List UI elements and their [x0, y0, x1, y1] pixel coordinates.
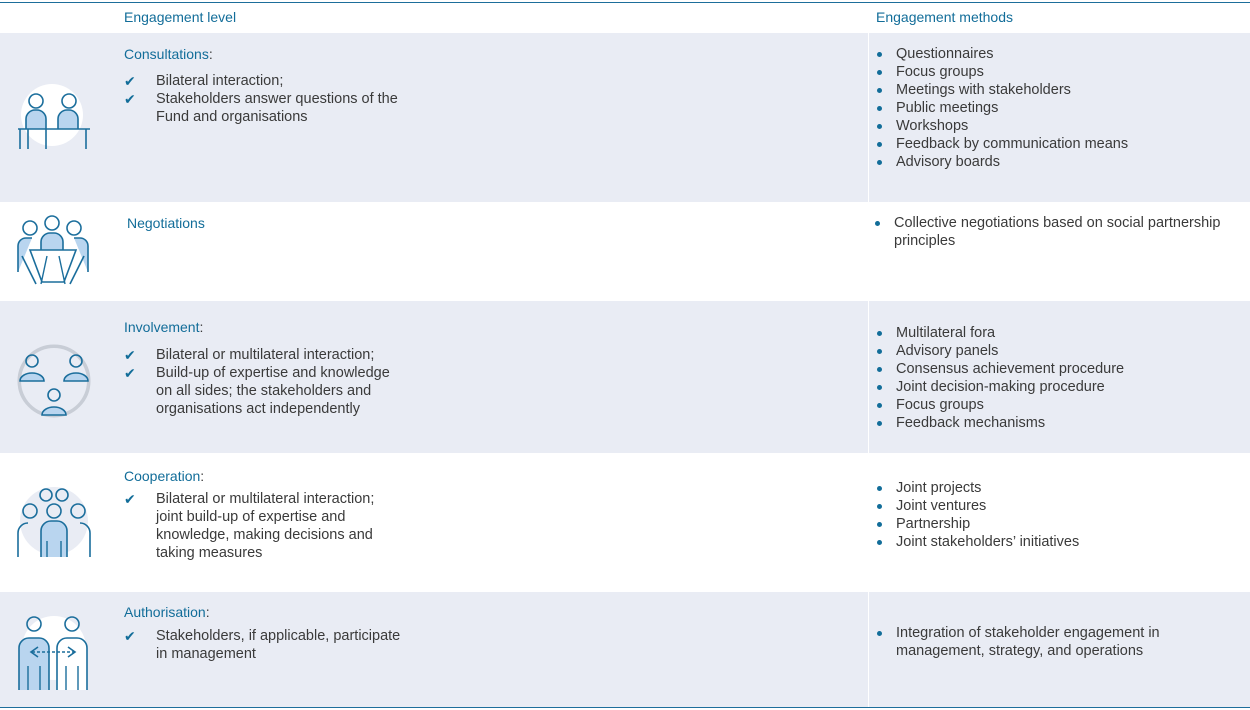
list-item: ✔ Stakeholders answer questions of the Fund and organisations	[124, 91, 398, 125]
list-item: Consensus achievement procedure	[876, 360, 1236, 378]
checkmark-icon: ✔	[124, 491, 136, 507]
methods-list	[874, 214, 1234, 250]
list-item: Public meetings	[876, 99, 1236, 117]
bullet-icon	[877, 540, 882, 545]
list-item: Collective negotiations based on social partnership principles	[874, 214, 1234, 250]
level-description-list	[124, 72, 404, 126]
list-item: Integration of stakeholder engagement in management, strategy, and operations	[876, 624, 1236, 660]
level-title: Cooperation:	[124, 468, 205, 484]
methods-list	[876, 479, 1236, 551]
checkmark-icon: ✔	[124, 73, 136, 89]
list-item: Joint projects	[876, 479, 1236, 497]
bullet-icon	[877, 142, 882, 147]
authorisation-icon	[14, 610, 94, 690]
bullet-icon	[877, 349, 882, 354]
bullet-icon	[877, 522, 882, 527]
column-separator	[868, 301, 869, 453]
consultation-icon	[14, 77, 94, 157]
list-item: Workshops	[876, 117, 1236, 135]
checkmark-icon: ✔	[124, 365, 136, 381]
list-item: Joint decision-making procedure	[876, 378, 1236, 396]
methods-list	[876, 624, 1236, 660]
list-item: Partnership	[876, 515, 1236, 533]
bullet-icon	[877, 88, 882, 93]
level-title: Consultations:	[124, 46, 213, 62]
level-description-list	[124, 490, 404, 562]
bullet-icon	[877, 504, 882, 509]
header-engagement-level: Engagement level	[124, 9, 237, 25]
checkmark-icon: ✔	[124, 91, 136, 107]
bullet-icon	[877, 421, 882, 426]
list-item: Advisory panels	[876, 342, 1236, 360]
list-item: Joint ventures	[876, 497, 1236, 515]
bullet-icon	[877, 331, 882, 336]
list-item: Joint stakeholders’ initiatives	[876, 533, 1236, 551]
bullet-icon	[875, 221, 880, 226]
list-item: Feedback by communication means	[876, 135, 1236, 153]
bullet-icon	[877, 106, 882, 111]
list-item: Questionnaires	[876, 45, 1236, 63]
checkmark-icon: ✔	[124, 347, 136, 363]
row-cooperation	[0, 453, 1250, 592]
level-title: Negotiations	[127, 215, 205, 231]
row-negotiations	[0, 202, 1250, 301]
column-separator	[868, 33, 869, 202]
bullet-icon	[877, 367, 882, 372]
cooperation-icon	[14, 481, 94, 561]
list-item: Meetings with stakeholders	[876, 81, 1236, 99]
list-item: Multilateral fora	[876, 324, 1236, 342]
level-description-list	[124, 627, 404, 663]
bullet-icon	[877, 70, 882, 75]
row-consultations	[0, 33, 1250, 202]
bullet-icon	[877, 124, 882, 129]
bullet-icon	[877, 160, 882, 165]
table-top-rule	[0, 2, 1250, 3]
list-item: ✔ Bilateral or multilateral interaction; joint build-up of expertise and knowledge, making decisions and taking measures	[124, 491, 375, 561]
list-item: Focus groups	[876, 396, 1236, 414]
header-engagement-methods: Engagement methods	[876, 9, 1013, 25]
list-item: ✔ Build-up of expertise and knowledge on all sides; the stakeholders and organisations act independently	[124, 365, 390, 417]
row-involvement	[0, 301, 1250, 453]
list-item: ✔ Bilateral or multilateral interaction;	[124, 347, 375, 363]
level-title: Involvement:	[124, 319, 204, 335]
level-title: Authorisation:	[124, 604, 210, 620]
methods-list	[876, 324, 1236, 432]
checkmark-icon: ✔	[124, 628, 136, 644]
level-description-list	[124, 346, 404, 418]
bullet-icon	[877, 486, 882, 491]
table-bottom-rule	[0, 707, 1250, 708]
row-authorisation	[0, 592, 1250, 707]
bullet-icon	[877, 631, 882, 636]
negotiation-icon	[14, 212, 94, 292]
list-item: ✔ Bilateral interaction;	[124, 73, 284, 89]
bullet-icon	[877, 403, 882, 408]
bullet-icon	[877, 385, 882, 390]
bullet-icon	[877, 52, 882, 57]
list-item: Focus groups	[876, 63, 1236, 81]
column-separator	[868, 592, 869, 707]
list-item: Advisory boards	[876, 153, 1236, 171]
list-item: ✔ Stakeholders, if applicable, participate in management	[124, 628, 401, 662]
list-item: Feedback mechanisms	[876, 414, 1236, 432]
methods-list	[876, 45, 1236, 171]
involvement-icon	[14, 341, 94, 421]
